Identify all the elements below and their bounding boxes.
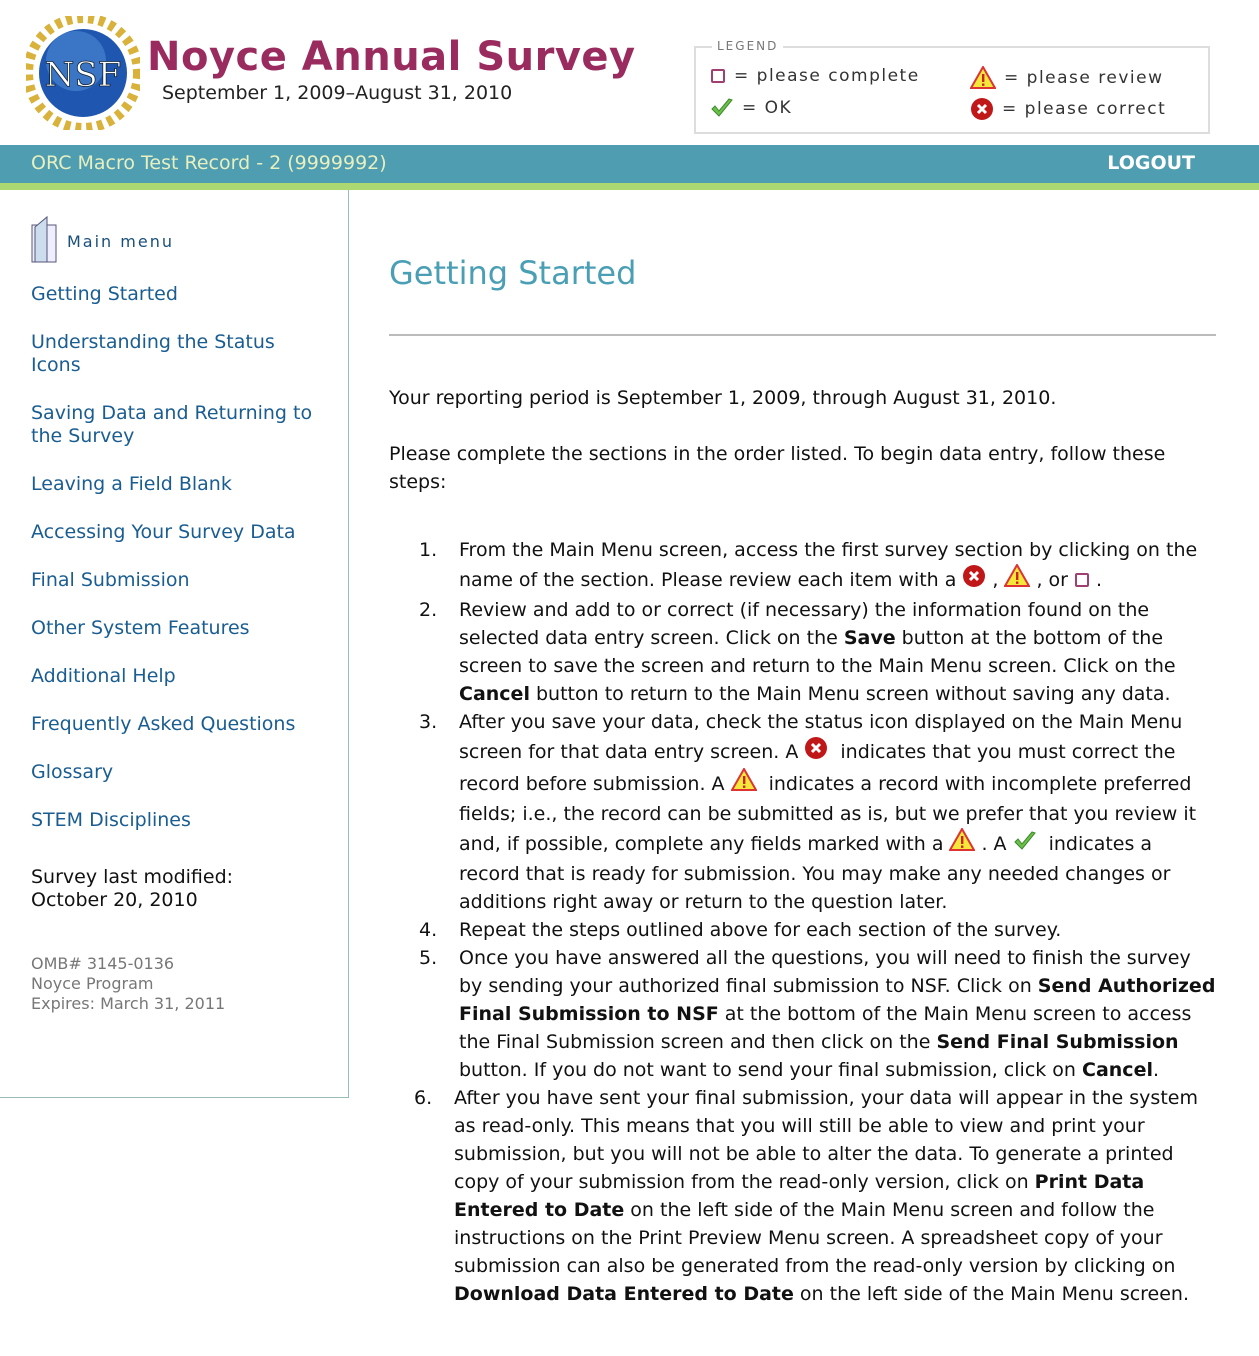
svg-text:NSF: NSF [44,55,122,95]
text-segment: After you save your data, check the status icon displayed on the Main Menu screen for that data entry screen. A [459,711,1183,763]
warning-icon [1004,564,1030,596]
main-menu-link[interactable] [31,215,348,263]
step-number: 1. [419,539,438,561]
legend-item-correct [970,97,1166,121]
sidebar-item-frequently-asked-questions[interactable]: Frequently Asked Questions [31,713,296,735]
page-title: Getting Started [389,254,637,292]
record-name: ORC Macro Test Record - 2 (9999992) [31,152,387,174]
bold-term: Download Data Entered to Date [454,1283,794,1305]
text-segment: . A [981,833,1007,855]
text-segment: button. If you do not want to send your final submission, click on [459,1059,1083,1081]
sidebar-item-leaving-a-field-blank[interactable]: Leaving a Field Blank [31,473,232,495]
sidebar-item-other-system-features[interactable]: Other System Features [31,617,250,639]
sidebar-item-stem-disciplines[interactable]: STEM Disciplines [31,809,191,831]
modified-label: Survey last modified: [31,866,234,888]
text-segment: on the left side of the Main Menu screen and follow the instructions on the Print Preview Menu screen. A spreadsheet copy of your submission can also be generated from the read-only version by clicking on [454,1199,1176,1277]
legend-item-complete [710,66,920,86]
legend-label: = please complete [734,66,920,86]
sidebar-item-understanding-the-status-icons[interactable]: Understanding the Status Icons [31,331,275,376]
step-item [389,708,1216,916]
last-modified [31,866,348,912]
text-segment: . [1152,1059,1160,1081]
sidebar-item-additional-help[interactable]: Additional Help [31,665,176,687]
error-icon [804,736,828,768]
step-number: 2. [419,599,438,621]
bold-term: Save [843,627,896,649]
step-number: 5. [419,947,438,969]
text-segment: , [992,569,999,591]
step-text [454,1084,1216,1308]
text-segment: indicates that you must correct the record before submission. A [459,741,1176,795]
intro-instructions: Please complete the sections in the order listed. To begin data entry, follow these steps: [389,443,1166,493]
text-segment: Repeat the steps outlined above for each section of the survey. [459,919,1062,941]
legend-label: = please review [1004,68,1164,88]
step-item [389,944,1216,1084]
legend-label: = OK [742,98,793,118]
error-icon [970,97,994,121]
divider [389,334,1216,336]
text-segment: From the Main Menu screen, access the first survey section by clicking on the name of the section. Please review each item with a [459,539,1198,591]
program-name: Noyce Program [31,974,154,993]
step-item [389,916,1216,944]
door-icon [31,215,59,263]
error-icon [962,564,986,596]
nsf-logo [26,16,140,130]
empty-box-icon [1074,568,1090,596]
logout-button[interactable]: LOGOUT [1107,152,1195,174]
warning-icon [731,768,757,800]
step-number: 6. [414,1087,433,1109]
checkmark-icon [710,97,734,119]
header [0,0,1259,145]
bold-term: Send Authorized Final Submission to NSF [459,975,1216,1025]
step-text [459,536,1216,596]
intro-period: Your reporting period is September 1, 2009, through August 31, 2010. [389,387,1057,409]
warning-icon [949,828,975,860]
text-segment: button at the bottom of the screen to save the screen and return to the Main Menu screen. Click on the [459,627,1176,677]
legend-item-ok [710,97,792,119]
step-item [384,1084,1216,1308]
modified-date: October 20, 2010 [31,889,198,911]
sidebar-item-glossary[interactable]: Glossary [31,761,114,783]
text-segment: indicates a record that is ready for submission. You may make any needed changes or additions right away or return to the question later. [459,833,1171,913]
sidebar-item-saving-data-and-returning-to-the-survey[interactable]: Saving Data and Returning to the Survey [31,402,313,447]
sidebar [0,190,349,1098]
legend-label: = please correct [1002,99,1167,119]
empty-box-icon [710,68,726,84]
text-segment: After you have sent your final submission, your data will appear in the system as read-only. This means that you will still be able to view and print your submission, but you will not be able to alter the data. To generate a printed copy of your submission from the read-only version, click on [454,1087,1198,1193]
main-menu-label: Main menu [67,232,174,251]
main-content [349,190,1216,1308]
legend-title: LEGEND [712,39,783,53]
legend [694,39,1210,134]
checkmark-icon [1013,830,1037,860]
step-text [459,944,1216,1084]
text-segment: . [1095,569,1103,591]
sidebar-item-getting-started[interactable]: Getting Started [31,283,178,305]
omb-info [31,954,348,1014]
text-segment: , or [1036,569,1068,591]
text-segment: Once you have answered all the questions, you will need to finish the survey by sending your authorized final submission to NSF. Click on [459,947,1191,997]
sidebar-item-final-submission[interactable]: Final Submission [31,569,190,591]
bold-term: Send Final Submission [936,1031,1179,1053]
record-bar [0,145,1259,183]
app-title: Noyce Annual Survey [147,34,636,80]
step-number: 4. [419,919,438,941]
text-segment: at the bottom of the Main Menu screen to access the Final Submission screen and then click on the [459,1003,1192,1053]
bold-term: Cancel [459,683,530,705]
step-text [459,916,1061,944]
step-text [459,708,1216,916]
legend-item-review [970,66,1163,90]
text-segment: button to return to the Main Menu screen without saving any data. [529,683,1171,705]
warning-icon [970,66,996,90]
text-segment: on the left side of the Main Menu screen. [793,1283,1190,1305]
bold-term: Print Data Entered to Date [454,1171,1145,1221]
text-segment: Review and add to or correct (if necessary) the information found on the selected data entry screen. Click on the [459,599,1150,649]
sidebar-item-accessing-your-survey-data[interactable]: Accessing Your Survey Data [31,521,296,543]
accent-stripe [0,183,1259,190]
step-item [389,536,1216,596]
step-number: 3. [419,711,438,733]
bold-term: Cancel [1082,1059,1153,1081]
step-item [389,596,1216,708]
text-segment: indicates a record with incomplete preferred fields; i.e., the record can be submitted as is, but we prefer that you review it and, if possible, complete any fields marked with a [459,773,1197,855]
omb-number: OMB# 3145-0136 [31,954,175,973]
reporting-period: September 1, 2009–August 31, 2010 [162,82,513,104]
step-text [459,596,1216,708]
steps-list [389,536,1216,1308]
expiration: Expires: March 31, 2011 [31,994,226,1013]
